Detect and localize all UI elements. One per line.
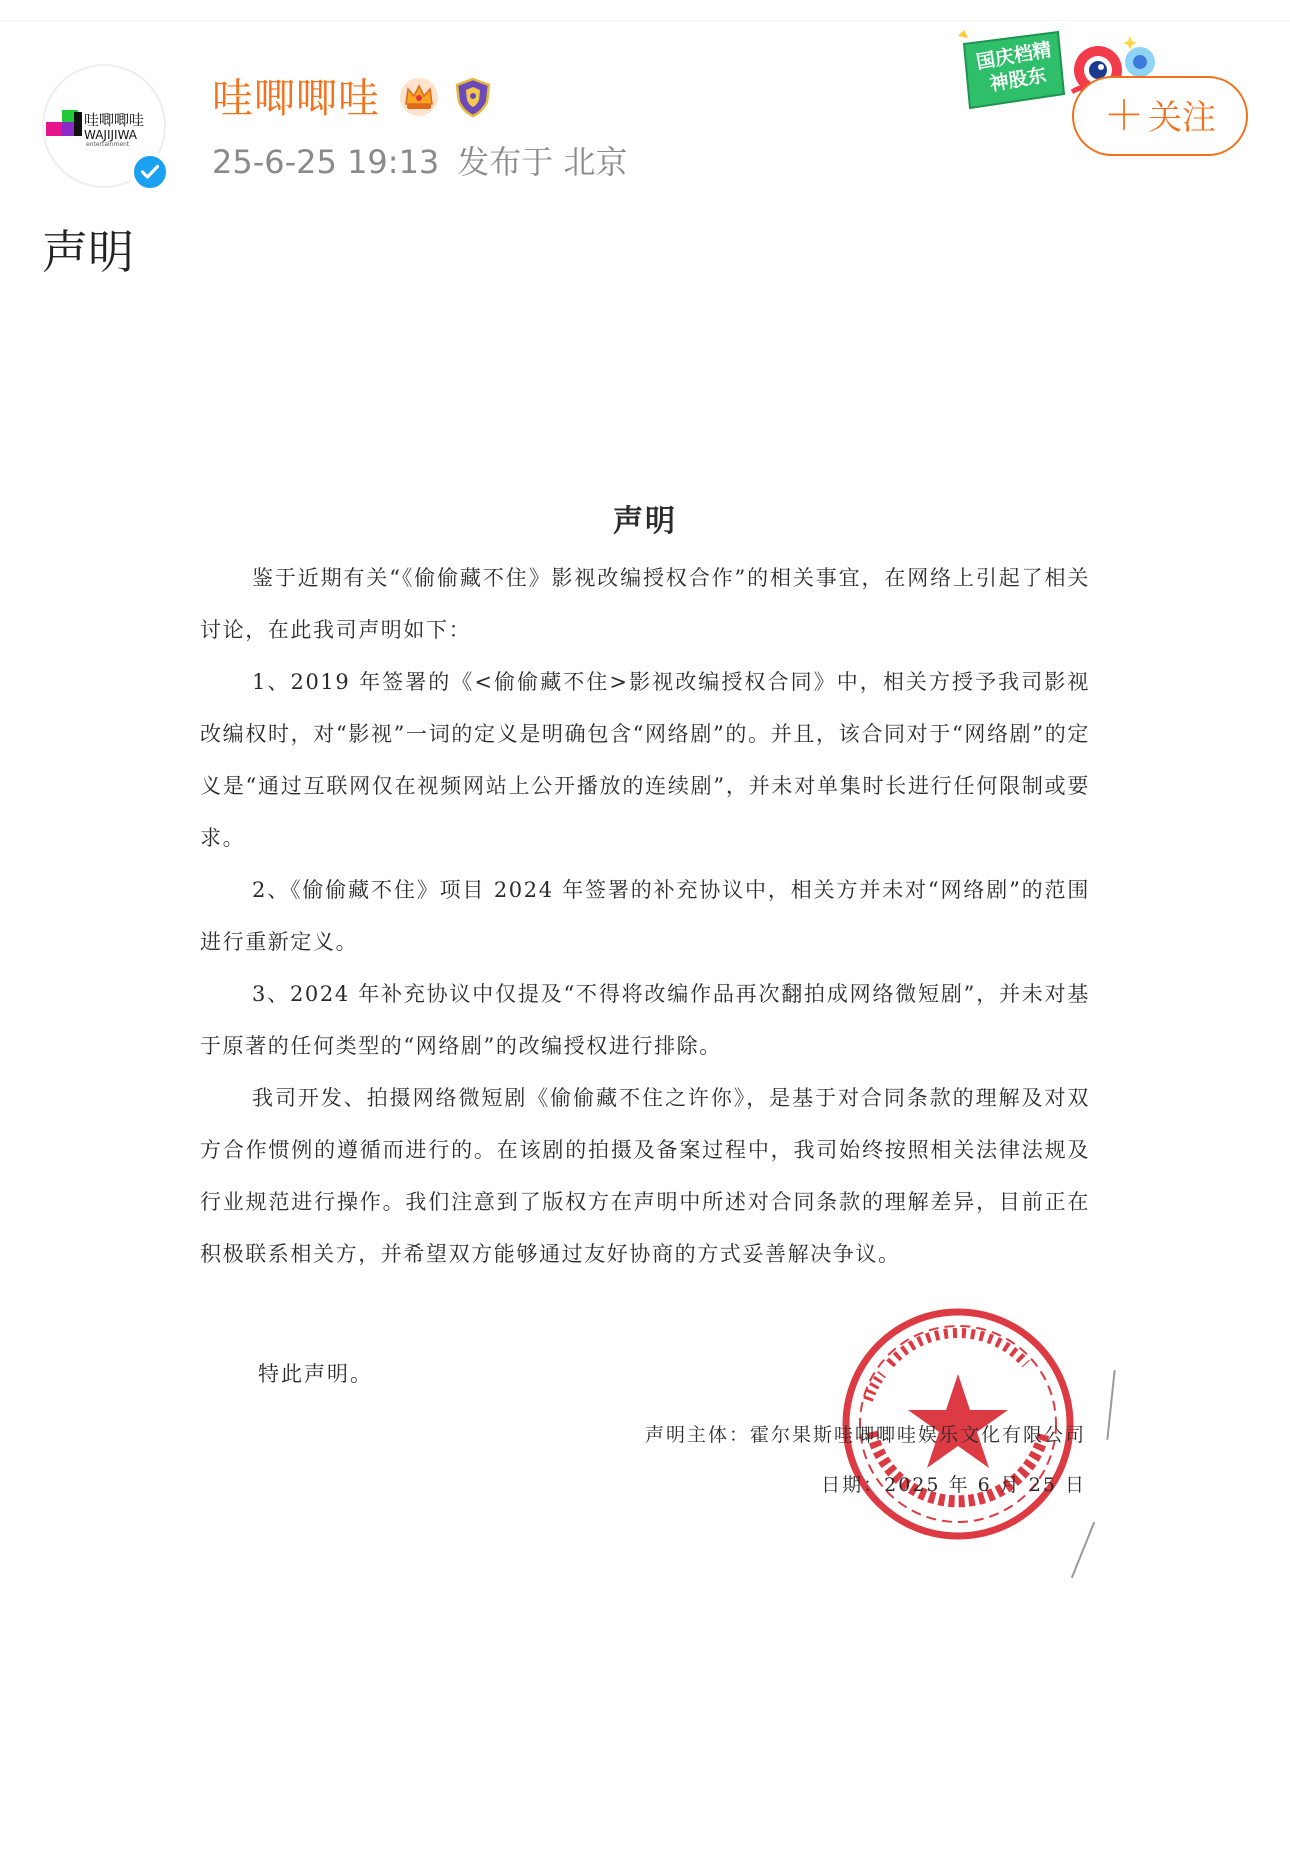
holiday-badge-text: 国庆档精神股东: [974, 38, 1054, 96]
avatar-logo-subtext: entertainment: [86, 141, 130, 148]
document-paragraph: 3、2024 年补充协议中仅提及“不得将改编作品再次翻拍成网络微短剧”，并未对基于原著的任何类型的“网络剧”的改编授权进行排除。: [200, 982, 1090, 1058]
crown-badge-icon[interactable]: [398, 76, 440, 118]
post-location: 发布于 北京: [457, 143, 628, 181]
document-title: 声明: [613, 504, 677, 539]
document-paragraph: 1、2019 年签署的《<偷偷藏不住>影视改编授权合同》中，相关方授予我司影视改编权时，对“影视”一词的定义是明确包含“网络剧”的。并且，该合同对于“网络剧”的定义是“通过互联网仅在视频网站上公开播放的连续剧”，并未对单集时长进行任何限制或要求。: [200, 670, 1090, 850]
author-name[interactable]: 哇唧唧哇: [212, 74, 380, 122]
avatar-logo-text: 哇唧唧哇: [84, 111, 145, 129]
attached-statement-image[interactable]: [0, 420, 1290, 1750]
document-signer: 声明主体：霍尔果斯哇唧唧哇娱乐文化有限公司: [644, 1424, 1086, 1446]
document-paragraph: 2、《偷偷藏不住》项目 2024 年签署的补充协议中，相关方并未对“网络剧”的范围进行重新定义。: [200, 878, 1090, 954]
shield-badge-icon[interactable]: [452, 76, 494, 118]
avatar-logo-english: WAJIJIWA: [84, 128, 137, 142]
document-closing: 特此声明。: [258, 1362, 373, 1386]
document-paragraph: 鉴于近期有关“《偷偷藏不住》影视改编授权合作”的相关事宜，在网络上引起了相关讨论，在此我司声明如下：: [200, 566, 1090, 642]
document-date: 日期：2025 年 6 月 25 日: [821, 1474, 1086, 1496]
document-body: [200, 552, 1090, 1280]
follow-button-label: 关注: [1148, 98, 1216, 138]
avatar-logo-mark: [46, 110, 82, 142]
document-paragraph: 我司开发、拍摄网络微短剧《偷偷藏不住之许你》，是基于对合同条款的理解及对双方合作惯例的遵循而进行的。在该剧的拍摄及备案过程中，我司始终按照相关法律法规及行业规范进行操作。我们注意到了版权方在声明中所述对合同条款的理解差异，目前正在积极联系相关方，并希望双方能够通过友好协商的方式妥善解决争议。: [200, 1086, 1090, 1266]
post-text: 声明: [42, 225, 134, 279]
follow-button[interactable]: [1072, 76, 1248, 156]
plus-icon: ＋: [1104, 93, 1144, 139]
verified-badge-icon: [130, 152, 170, 192]
scan-mark: [1106, 1370, 1115, 1440]
post-meta: [212, 140, 627, 184]
post-timestamp: 25-6-25 19:13: [212, 143, 440, 181]
top-divider: [0, 0, 1290, 21]
